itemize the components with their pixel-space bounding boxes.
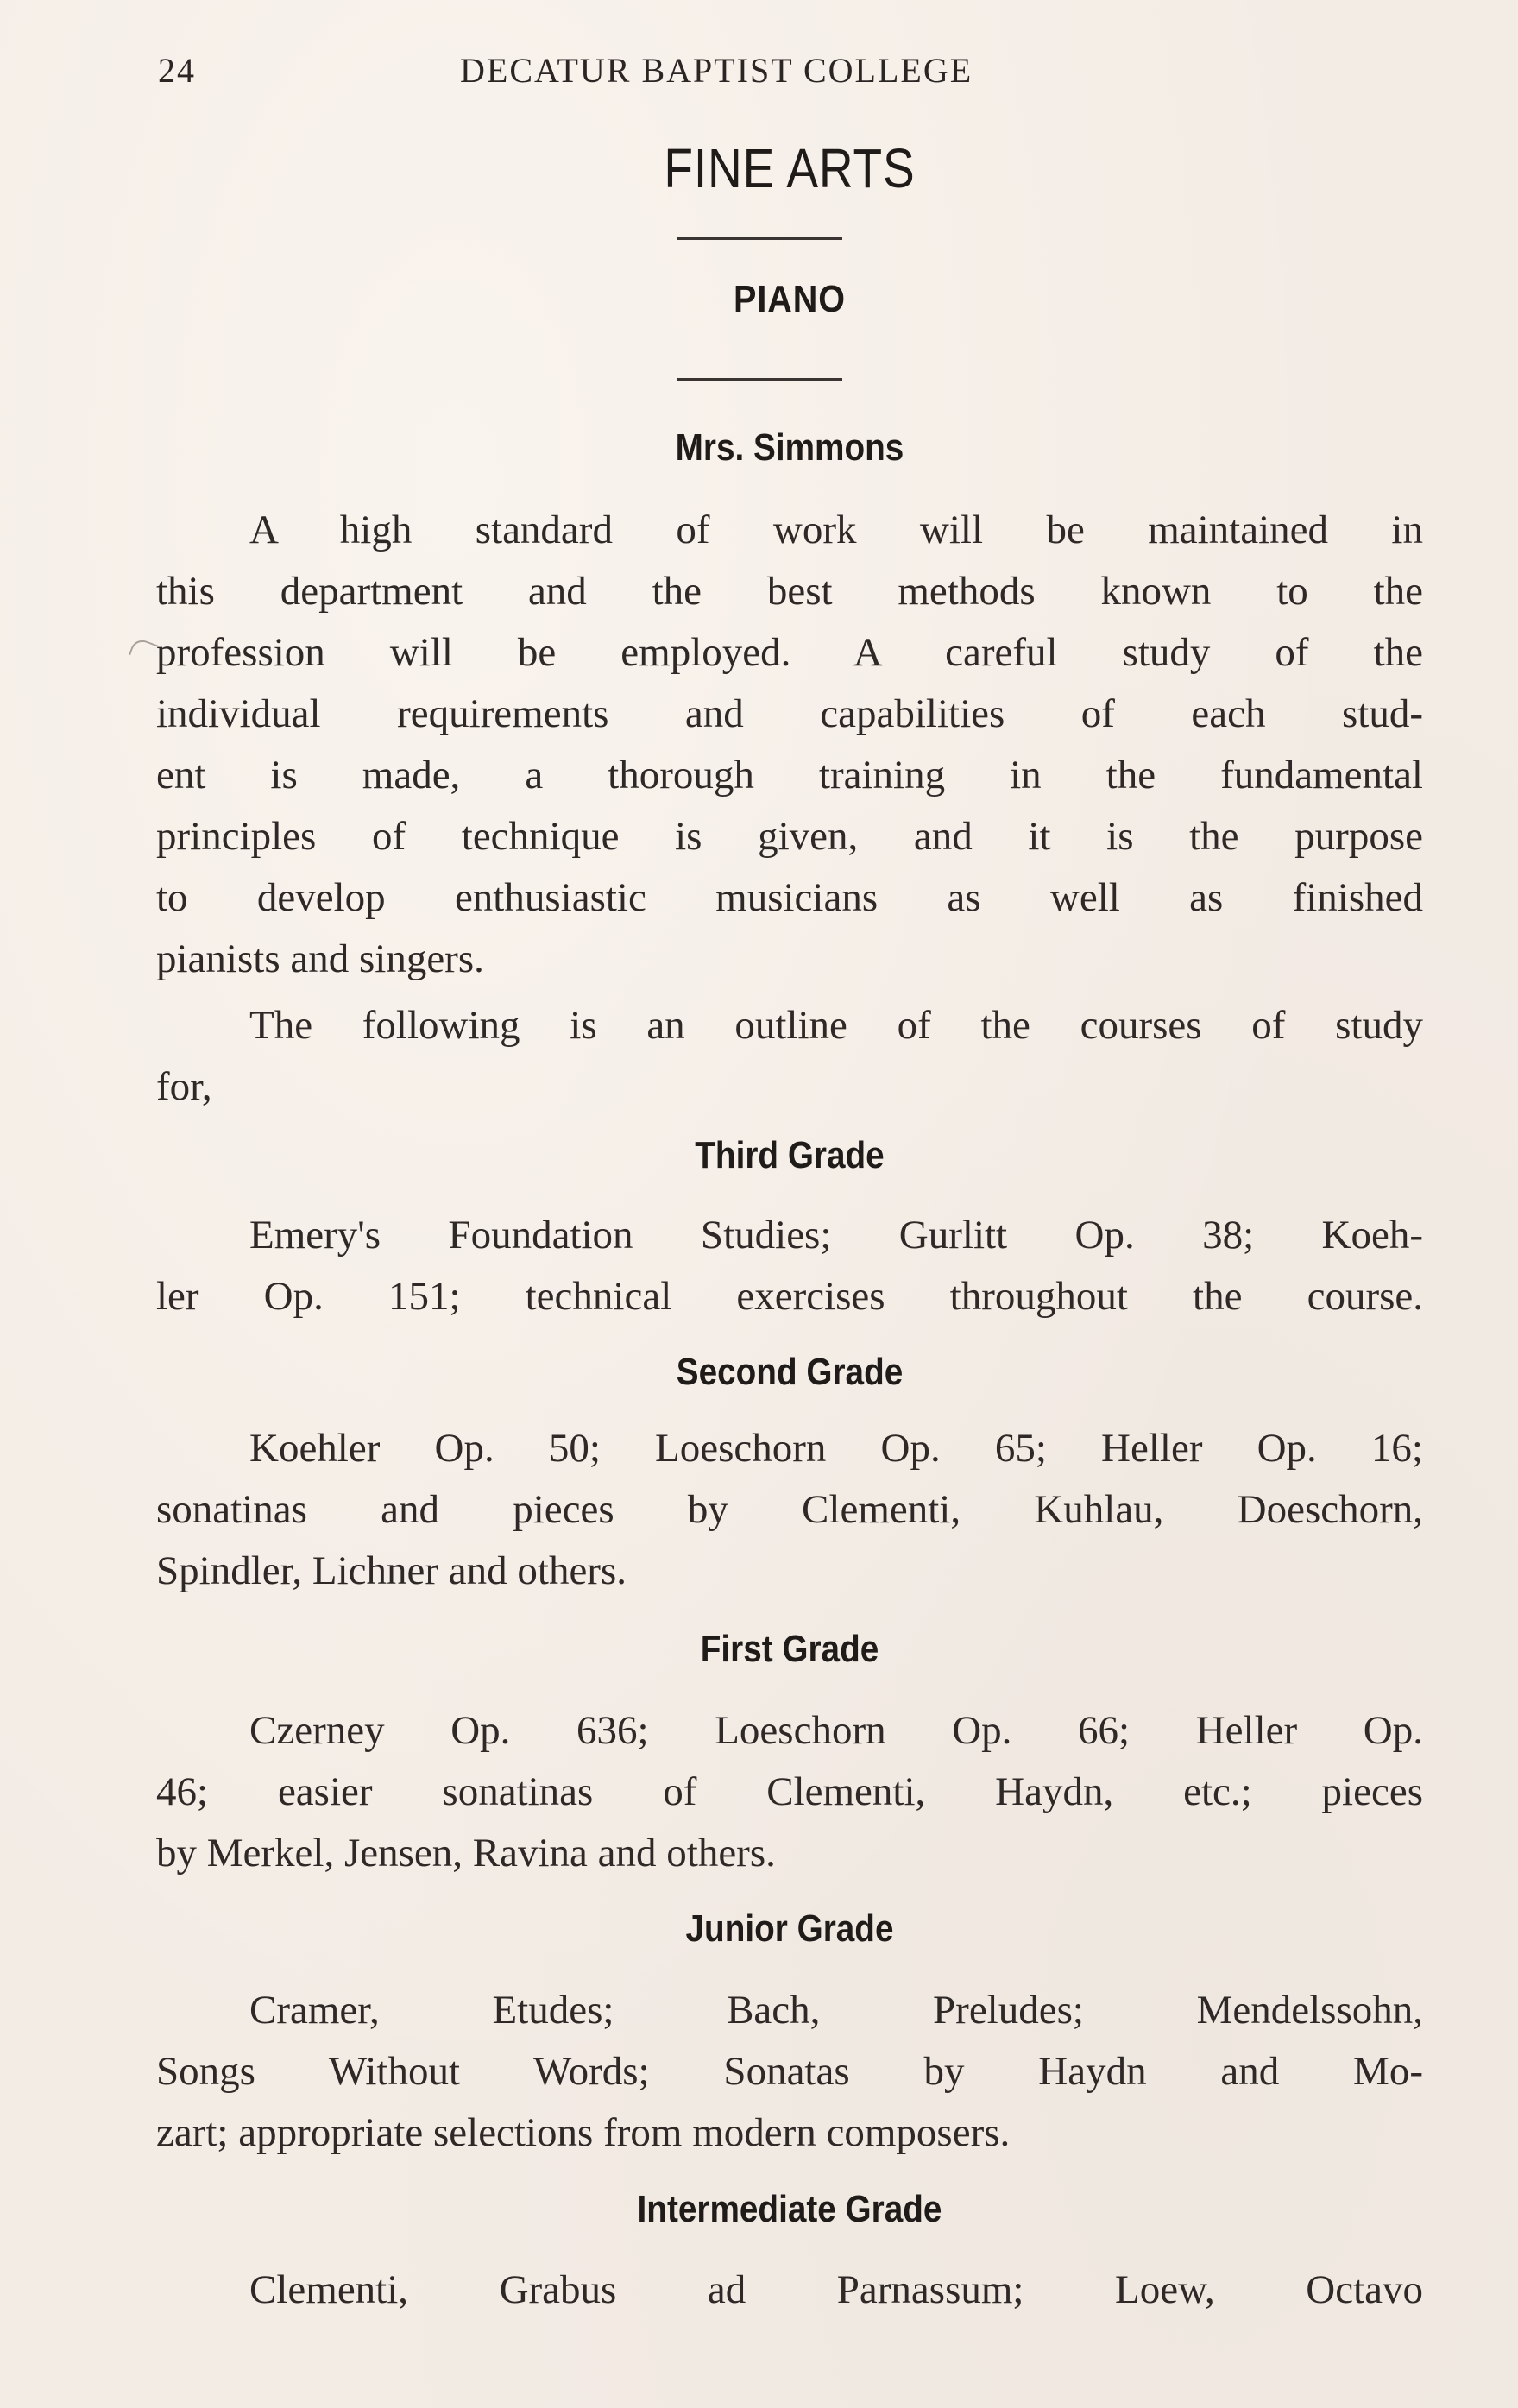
instructor-name: Mrs. Simmons [675, 426, 904, 469]
text-line: Koehler Op. 50; Loeschorn Op. 65; Heller Op. 16; [249, 1426, 1423, 1471]
subsection-title: PIANO [734, 278, 846, 320]
text-line: ler Op. 151; technical exercises throughout the course. [156, 1274, 1423, 1319]
text-line: Czerney Op. 636; Loeschorn Op. 66; Heller Op. [249, 1708, 1423, 1753]
text-line: Emery's Foundation Studies; Gurlitt Op. 38; Koeh- [249, 1213, 1423, 1258]
outline-intro-paragraph [156, 995, 1423, 1118]
text-line: to develop enthusiastic musicians as well as finished [156, 875, 1423, 920]
grade-heading-intermediate: Intermediate Grade [637, 2188, 942, 2230]
text-line: this department and the best methods known to the [156, 569, 1423, 614]
grade-paragraph-second [156, 1418, 1423, 1602]
divider-rule [677, 237, 842, 240]
running-title: DECATUR BAPTIST COLLEGE [460, 51, 973, 90]
grade-heading-third: Third Grade [695, 1134, 885, 1176]
text-line: 46; easier sonatinas of Clementi, Haydn, etc.; pieces [156, 1769, 1423, 1814]
text-line: pianists and singers. [156, 936, 484, 981]
text-line: zart; appropriate selections from modern composers. [156, 2110, 1011, 2155]
grade-paragraph-first [156, 1700, 1423, 1884]
grade-heading-second: Second Grade [676, 1351, 904, 1393]
margin-pencil-mark [129, 637, 158, 663]
running-head [158, 50, 1124, 102]
text-line: Songs Without Words; Sonatas by Haydn and Mo- [156, 2049, 1423, 2094]
grade-heading-junior: Junior Grade [685, 1907, 894, 1950]
grade-paragraph-junior [156, 1980, 1423, 2164]
text-line: by Merkel, Jensen, Ravina and others. [156, 1831, 776, 1875]
text-line: Cramer, Etudes; Bach, Preludes; Mendelssohn, [249, 1988, 1423, 2033]
text-line: individual requirements and capabilities of each stud- [156, 691, 1423, 736]
text-line: A high standard of work will be maintained in [249, 507, 1423, 552]
grade-heading-first: First Grade [700, 1628, 879, 1670]
text-line: Clementi, Grabus ad Parnassum; Loew, Octavo [249, 2267, 1423, 2312]
text-line: for, [156, 1064, 212, 1109]
page-number: 24 [158, 51, 196, 90]
text-line: ent is made, a thorough training in the fundamental [156, 753, 1423, 797]
section-title: FINE ARTS [664, 137, 916, 199]
text-line: The following is an outline of the courses of study [249, 1003, 1423, 1048]
text-line: principles of technique is given, and it is the purpose [156, 814, 1423, 859]
intro-paragraph [156, 500, 1423, 990]
grade-paragraph-intermediate [156, 2260, 1423, 2321]
grade-paragraph-third [156, 1205, 1423, 1327]
text-line: profession will be employed. A careful study of the [156, 630, 1423, 675]
text-line: sonatinas and pieces by Clementi, Kuhlau, Doeschorn, [156, 1487, 1423, 1532]
divider-rule [677, 378, 842, 381]
text-line: Spindler, Lichner and others. [156, 1548, 627, 1593]
